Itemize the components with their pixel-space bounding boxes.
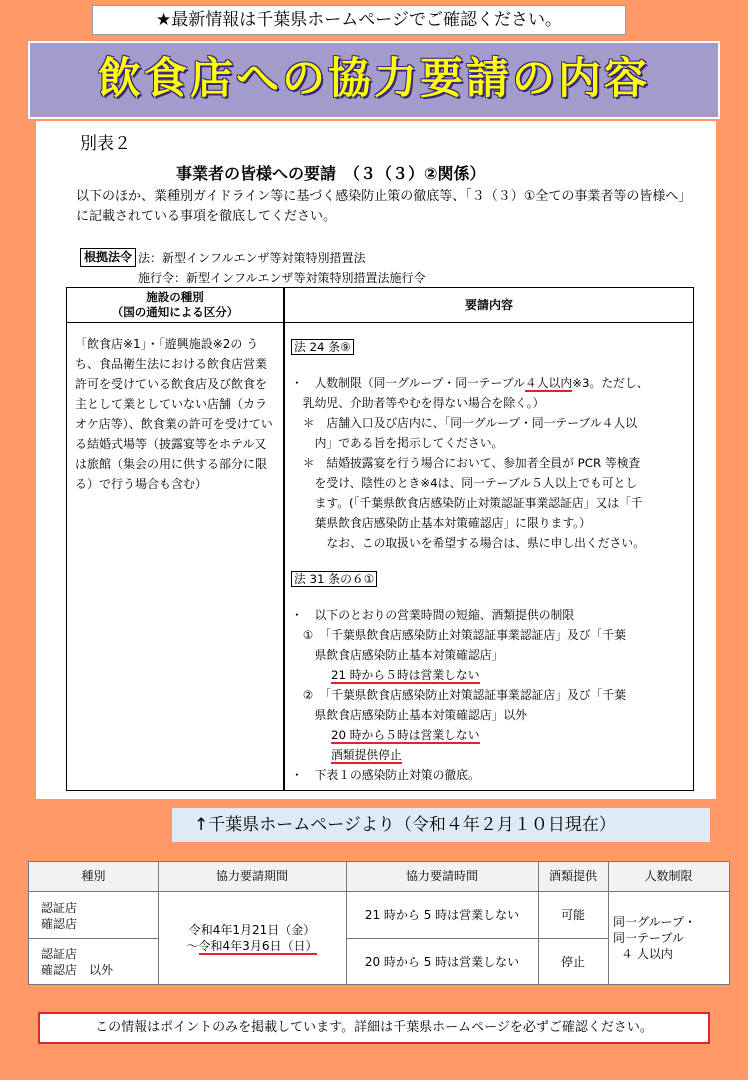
facility-type-text: 「飲食店※1」・「遊興施設※2の うち、食品衛生法における飲食店営業許可を受けている飲食店及び飲食を主として業としていない店舗（カラオケ店等）、飲食業の許可を受けている結婚式場等（披露宴等をホテル又は旅館（集会の用に供する部分に限る）で行う場合も含む） [75,337,273,491]
period-end-prefix: ～ [186,939,199,953]
document-intro: 以下のほか、業種別ガイドライン等に基づく感染防止策の徹底等、「３（３）①全ての事業者等の皆様へ」に記載されている事項を徹底してください。 [76,189,692,224]
law-31-label [291,570,377,587]
capacity-limit [613,914,696,962]
content-line: ・ 下表１の感染防止対策の徹底。 [291,768,480,782]
row2-alcohol: 停止 [560,955,585,969]
header-time: 協力要請時間 [346,862,538,891]
row2-time: 20 時から 5 時は営業しない [364,955,520,969]
page-title: 飲食店への協力要請の内容 [28,41,720,119]
top-notice: ★最新情報は千葉県ホームページでご確認ください。 [92,5,626,35]
request-table [66,287,694,791]
content-line: ます。(「千葉県飲食店感染防止対策認証事業認証店」又は「千 [291,496,643,510]
content-line: 県飲食店感染防止基本対策確認店」 [291,648,504,662]
request-document [36,121,716,799]
content-line: 葉県飲食店感染防止基本対策確認店」に限ります。） [291,516,591,530]
bottom-notice: この情報はポイントのみを掲載しています。詳細は千葉県ホームページを必ずご確認ください。 [38,1012,710,1044]
capacity-limit-note: ※3。ただし、 [572,376,649,390]
content-line: ① 「千葉県飲食店感染防止対策認証事業認証店」及び「千葉 [291,628,626,642]
facility-type-header-line1: 施設の種別 [146,290,204,304]
content-line: ・ 以下のとおりの営業時間の短縮、酒類提供の制限 [291,608,575,622]
row1-alcohol: 可能 [560,908,585,922]
limit-line2: 同一テーブル [613,931,684,945]
header-type: 種別 [29,862,158,891]
limit-line3: ４ 人以内 [621,947,673,961]
period-end [158,938,346,954]
alcohol-stop [331,746,402,763]
row1-type: 認証店 確認店 [41,901,78,931]
content-line: ② 「千葉県飲食店感染防止対策認証事業認証店」及び「千葉 [291,688,626,702]
content-line: ＊ 店舗入口及び店内に、「同一グループ・同一テーブル４人以 [291,416,638,430]
basis-law: 法：新型インフルエンザ等対策特別措置法 [138,251,366,265]
table-divider [283,288,285,790]
alcohol-stop-text: 酒類提供停止 [331,748,402,762]
hours-uncertified [331,726,480,743]
hours-certified [331,666,480,683]
capacity-limit-text: ・ 人数制限（同一グループ・同一テーブル [291,376,525,390]
limit-line1: 同一グループ・ [613,915,697,929]
document-title: 事業者の皆様への要請 （３（３）②関係） [176,164,486,183]
summary-table [28,861,730,985]
content-line: 県飲食店感染防止基本対策確認店」以外 [291,708,527,722]
period [158,922,346,954]
law-31-box: 法 31 条の６① [291,571,377,587]
capacity-limit-value: ４人以内 [524,376,573,390]
period-start: 令和4年1月21日（金） [188,923,316,937]
content-line: を受け、陰性のとき※4は、同一テーブル５人以上でも可とし [291,476,638,490]
period-end-date: 令和4年3月6日（日） [198,939,318,953]
row1-time: 21 時から 5 時は営業しない [364,908,520,922]
facility-type-header [67,290,283,320]
header-period: 協力要請期間 [158,862,346,891]
basis-label: 根拠法令 [80,248,136,267]
law-24-box: 法 24 条⑨ [291,339,354,355]
capacity-limit-line [291,374,649,391]
content-line: 乳幼児、介助者等やむを得ない場合を除く。） [291,396,545,410]
row2-type: 認証店 確認店 以外 [41,947,114,977]
request-content-header: 要請内容 [464,298,513,312]
basis-ordinance: 施行令：新型インフルエンザ等対策特別措置法施行令 [138,271,426,285]
content-line: ＊ 結婚披露宴を行う場合において、参加者全員が PCR 等検査 [291,456,641,470]
hours-uncertified-text: 20 時から５時は営業しない [331,728,480,742]
header-limit: 人数制限 [608,862,729,891]
appendix-label: 別表２ [80,134,131,154]
facility-type-header-line2: （国の通知による区分） [111,305,239,319]
request-table-header [67,288,693,323]
content-line: なお、この取扱いを希望する場合は、県に申し出ください。 [291,536,645,550]
law-24-label [291,338,354,355]
source-caption: ↑千葉県ホームページより（令和４年２月１０日現在） [172,808,710,842]
hours-certified-text: 21 時から５時は営業しない [331,668,480,682]
content-line: 内」である旨を掲示してください。 [291,436,504,450]
header-alcohol: 酒類提供 [538,862,608,891]
